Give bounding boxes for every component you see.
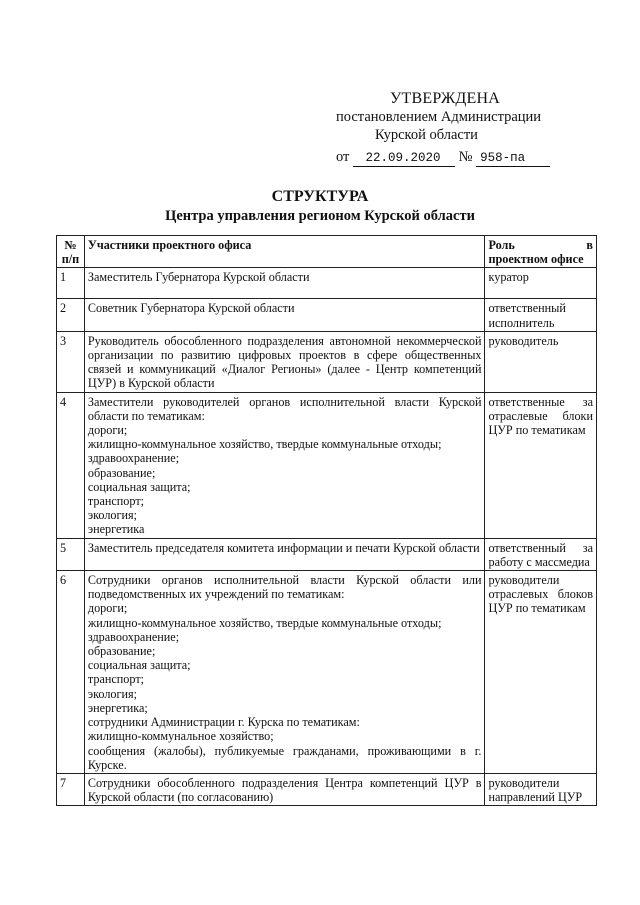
decree-number: 958-па [476, 151, 550, 167]
header-role: Роль в проектном офисе [485, 236, 597, 268]
row-participant: Сотрудники обособленного подразделения Центра компетенций ЦУР в Курской области (по согласованию) [84, 773, 485, 805]
row-number: 6 [57, 571, 85, 774]
structure-table [56, 235, 597, 806]
row-participant: Руководитель обособленного подразделения автономной некоммерческой организации по развитию цифровых проектов в сфере общественных связей и коммуникаций «Диалог Регионы» (далее - Центр компетенций ЦУР) в Курской области [84, 331, 485, 392]
document-title-block [0, 187, 640, 226]
table-row [57, 331, 597, 392]
row-role: ответственный исполнитель [485, 299, 597, 331]
decree-date-line [336, 148, 596, 167]
table-row [57, 268, 597, 299]
table-row [57, 773, 597, 805]
approval-stamp [336, 90, 596, 167]
row-role: руководители отраслевых блоков ЦУР по тематикам [485, 571, 597, 774]
row-participant: Заместитель Губернатора Курской области [84, 268, 485, 299]
row-number: 4 [57, 392, 85, 538]
document-title: СТРУКТУРА [271, 188, 369, 205]
approved-heading: УТВЕРЖДЕНА [390, 90, 501, 107]
date-prefix: от [336, 149, 350, 165]
document-subtitle: Центра управления регионом Курской области [165, 208, 475, 224]
row-number: 7 [57, 773, 85, 805]
row-number: 2 [57, 299, 85, 331]
row-participant: Советник Губернатора Курской области [84, 299, 485, 331]
row-number: 3 [57, 331, 85, 392]
row-role: ответственные за отраслевые блоки ЦУР по тематикам [485, 392, 597, 538]
row-participant: Заместитель председателя комитета информации и печати Курской области [84, 538, 485, 570]
approved-region-line: Курской области [375, 127, 478, 143]
row-role: руководитель [485, 331, 597, 392]
decree-date: 22.09.2020 [353, 151, 455, 167]
header-participants: Участники проектного офиса [84, 236, 485, 268]
table-row [57, 571, 597, 774]
row-number: 1 [57, 268, 85, 299]
row-role: ответственный за работу с массмедиа [485, 538, 597, 570]
table-row [57, 392, 597, 538]
row-participant: Заместители руководителей органов исполнительной власти Курской области по тематикам: дороги; жилищно-коммунальное хозяйство, твердые коммунальные отходы; здравоохранение; образование; социальная защита; транспорт; экология; энергетика [84, 392, 485, 538]
row-participant: Сотрудники органов исполнительной власти Курской области или подведомственных их учреждений по тематикам: дороги; жилищно-коммунальное хозяйство, твердые коммунальные отходы; здравоохранение; образование; социальная защита; транспорт; экология; энергетика; сотрудники Администрации г. Курска по тематикам: жилищно-коммунальное хозяйство; сообщения (жалобы), публикуемые гражданами, проживающими в г. Курске. [84, 571, 485, 774]
header-number: № п/п [57, 236, 85, 268]
table-header-row [57, 236, 597, 268]
row-role: руководители направлений ЦУР [485, 773, 597, 805]
table-row [57, 299, 597, 331]
row-number: 5 [57, 538, 85, 570]
approved-by-line: постановлением Администрации [336, 109, 542, 125]
table-row [57, 538, 597, 570]
row-role: куратор [485, 268, 597, 299]
number-prefix: № [458, 149, 473, 165]
